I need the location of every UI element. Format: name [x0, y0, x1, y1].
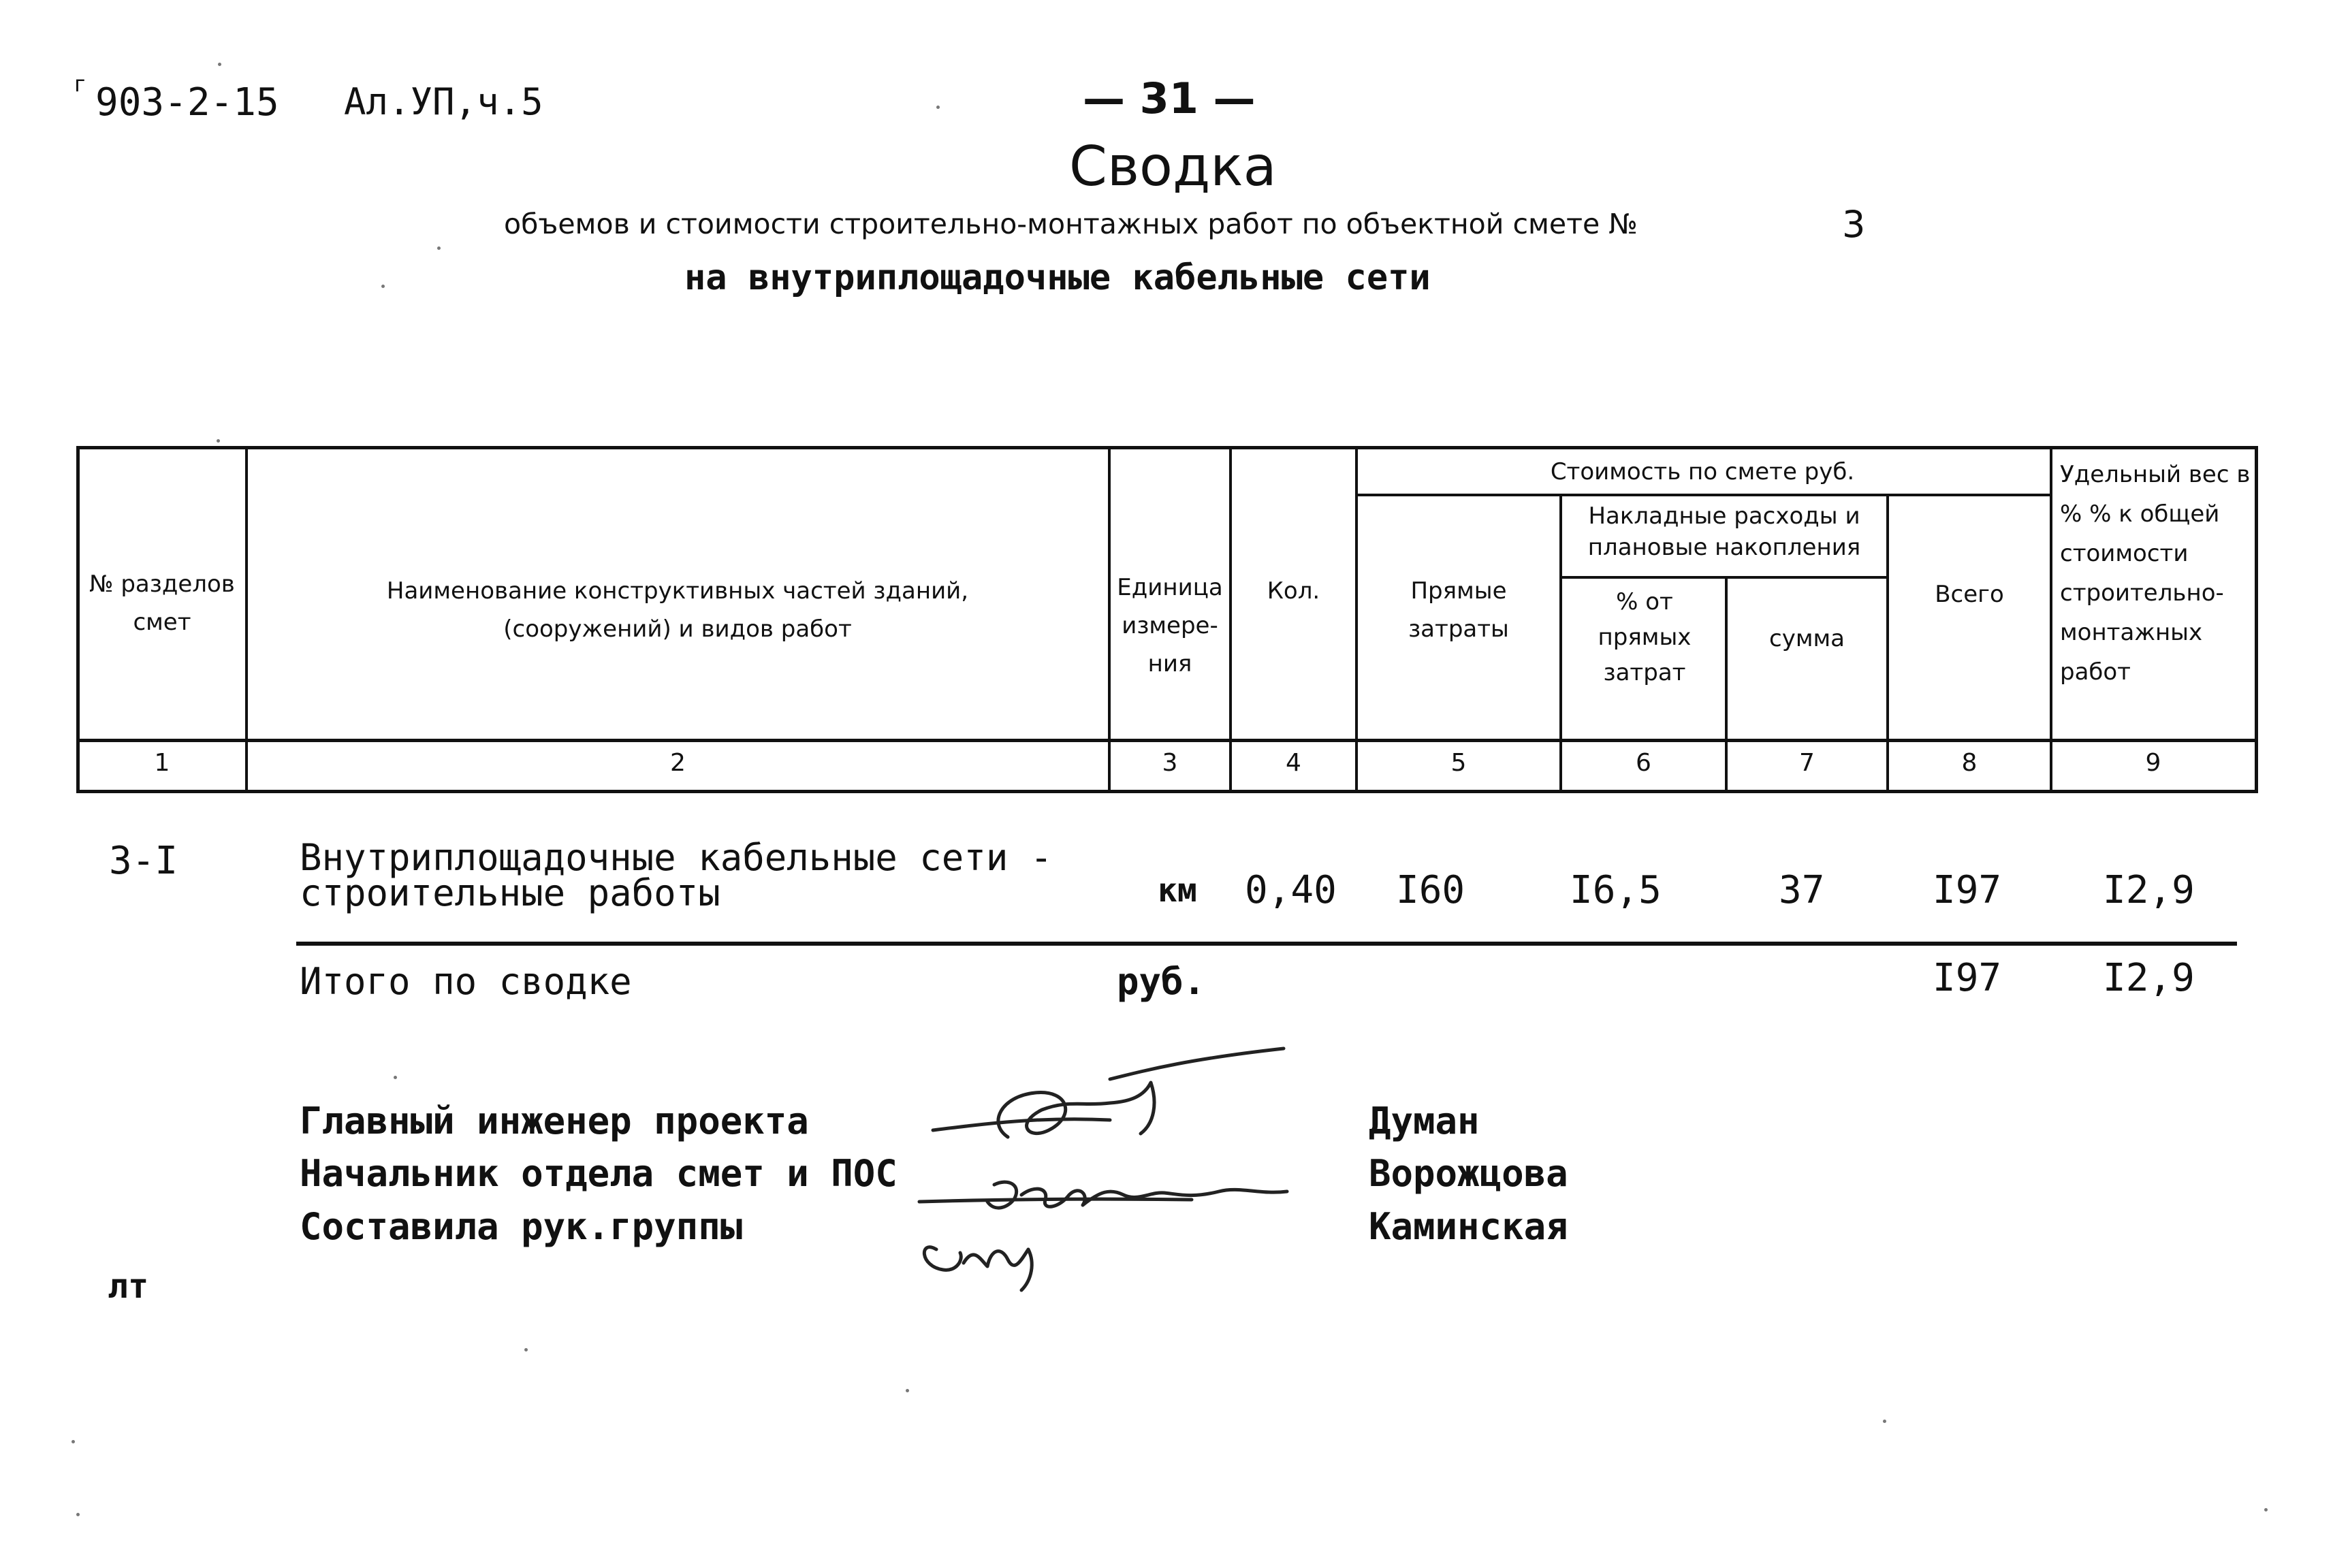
- column-number-8: 8: [1961, 749, 1978, 777]
- estimate-number: 3: [1842, 203, 1866, 246]
- table-row-section: 3-I: [109, 839, 178, 883]
- header-unit: Единица измере- ния: [1117, 574, 1223, 677]
- signature-role-compiler: Составила рук.группы: [300, 1205, 743, 1248]
- divider: [1559, 576, 1888, 579]
- document-subtitle-object: на внутриплощадочные кабельные сети: [684, 257, 1431, 298]
- table-row-overhead-sum: 37: [1779, 868, 1825, 912]
- corner-mark: г: [74, 71, 87, 97]
- scan-speck: [72, 1440, 75, 1443]
- total-unit: руб.: [1117, 960, 1206, 1003]
- header-overhead-group: Накладные расходы и плановые накопления: [1587, 502, 1861, 561]
- table-row-total: I97: [1933, 868, 2002, 912]
- table-row-share: I2,9: [2103, 868, 2195, 912]
- table-row-direct-costs: I60: [1396, 868, 1465, 912]
- column-number-9: 9: [2145, 749, 2161, 777]
- table-row-name-line2: строительные работы: [300, 871, 720, 914]
- column-number-4: 4: [1286, 749, 1301, 777]
- header-work-name: Наименование конструктивных частей зданий, (сооружений) и видов работ: [386, 577, 969, 643]
- header-share: Удельный вес в % % к общей стоимости строительно- монтажных работ: [2060, 461, 2251, 686]
- scan-speck: [218, 63, 221, 66]
- footer-mark: лт: [108, 1266, 149, 1306]
- scan-speck: [1883, 1420, 1886, 1423]
- scan-speck: [76, 1513, 80, 1516]
- total-sum: I97: [1933, 956, 2002, 1000]
- signature-role-department-head: Начальник отдела смет и ПОС: [300, 1152, 898, 1195]
- scan-speck: [437, 246, 441, 250]
- signature-name-department-head: Ворожцова: [1369, 1152, 1568, 1195]
- document-title: Сводка: [1069, 135, 1277, 198]
- handwritten-signatures: [906, 1042, 1328, 1300]
- total-share: I2,9: [2103, 956, 2195, 1000]
- divider: [76, 739, 2258, 742]
- total-divider: [296, 942, 2237, 946]
- page-number: — 31 —: [1083, 74, 1256, 123]
- total-label: Итого по сводке: [300, 960, 632, 1003]
- header-quantity: Кол.: [1267, 577, 1320, 605]
- header-overhead-percent: % от прямых затрат: [1598, 588, 1692, 686]
- column-number-7: 7: [1799, 749, 1815, 777]
- document-code: 903-2-15: [95, 80, 279, 125]
- column-number-1: 1: [154, 749, 170, 777]
- scan-speck: [906, 1389, 909, 1392]
- table-row-quantity: 0,40: [1245, 868, 1337, 912]
- scan-speck: [936, 106, 940, 109]
- column-number-6: 6: [1636, 749, 1651, 777]
- scan-speck: [524, 1348, 528, 1351]
- scan-speck: [381, 285, 385, 288]
- scan-speck: [217, 439, 220, 443]
- table-row-overhead-percent: I6,5: [1570, 868, 1662, 912]
- header-direct-costs: Прямые затраты: [1408, 577, 1509, 643]
- scan-speck: [394, 1076, 397, 1079]
- table-row-name-line1: Внутриплощадочные кабельные сети -: [300, 836, 1053, 879]
- scan-speck: [2264, 1508, 2268, 1511]
- header-total: Всего: [1935, 581, 2004, 608]
- signature-name-compiler: Каминская: [1369, 1205, 1568, 1248]
- table-row-unit: км: [1158, 871, 1197, 910]
- document-subtitle: объемов и стоимости строительно-монтажных работ по объектной смете №: [504, 208, 1638, 240]
- album-reference: Ал.УП,ч.5: [344, 80, 543, 123]
- header-section-no: № разделов смет: [89, 571, 235, 636]
- column-number-5: 5: [1450, 749, 1467, 777]
- column-number-2: 2: [670, 749, 686, 777]
- header-overhead-sum: сумма: [1769, 625, 1845, 652]
- signature-role-chief-engineer: Главный инженер проекта: [300, 1100, 809, 1142]
- column-number-3: 3: [1162, 749, 1178, 777]
- header-cost-group: Стоимость по смете руб.: [1550, 458, 1855, 485]
- divider: [1355, 494, 2051, 496]
- signature-name-chief-engineer: Думан: [1369, 1100, 1480, 1142]
